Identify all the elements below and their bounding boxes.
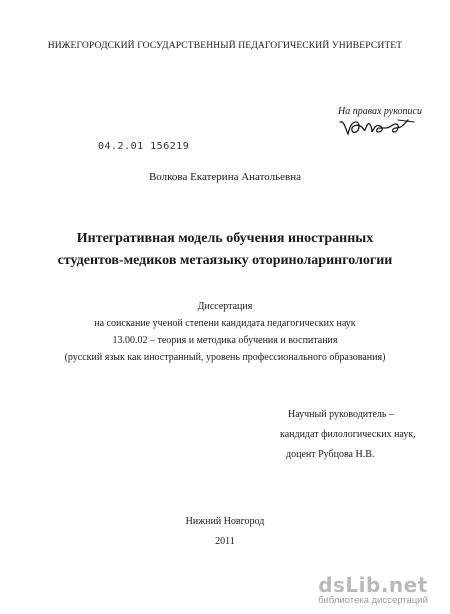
- city: Нижний Новгород: [185, 516, 265, 527]
- place-and-year: [0, 512, 450, 552]
- supervisor-block: [280, 405, 416, 465]
- dslib-watermark: [308, 573, 438, 606]
- thesis-title: [0, 228, 450, 272]
- thesis-specialty: 13.00.02 – теория и методика обучения и воспитания: [112, 335, 338, 346]
- thesis-info: [0, 298, 450, 366]
- registration-stamp: 04.2.01 156219: [98, 141, 190, 152]
- thesis-title-line-1: Интегративная модель обучения иностранных: [76, 231, 374, 246]
- watermark-logo: dsLib.net: [318, 573, 428, 597]
- supervisor-role: Научный руководитель –: [288, 409, 394, 420]
- university-name: НИЖЕГОРОДСКИЙ ГОСУДАРСТВЕННЫЙ ПЕДАГОГИЧЕСКИЙ УНИВЕРСИТЕТ: [47, 40, 403, 51]
- supervisor-name: доцент Рубцова Н.В.: [286, 449, 375, 460]
- thesis-field: (русский язык как иностранный, уровень профессионального образования): [64, 352, 386, 363]
- thesis-type: Диссертация: [197, 301, 253, 312]
- thesis-degree: на соискание ученой степени кандидата педагогических наук: [94, 318, 356, 329]
- manuscript-note: На правах рукописи: [338, 106, 422, 117]
- year: 2011: [215, 536, 235, 547]
- supervisor-degree: кандидат филологических наук,: [280, 429, 416, 440]
- author-name: Волкова Екатерина Анатольевна: [148, 171, 302, 183]
- thesis-title-line-2: студентов-медиков метаязыку оториноларингологии: [57, 253, 393, 268]
- watermark-tagline: библиотека диссертаций: [318, 595, 428, 606]
- handwritten-signature: [338, 116, 418, 140]
